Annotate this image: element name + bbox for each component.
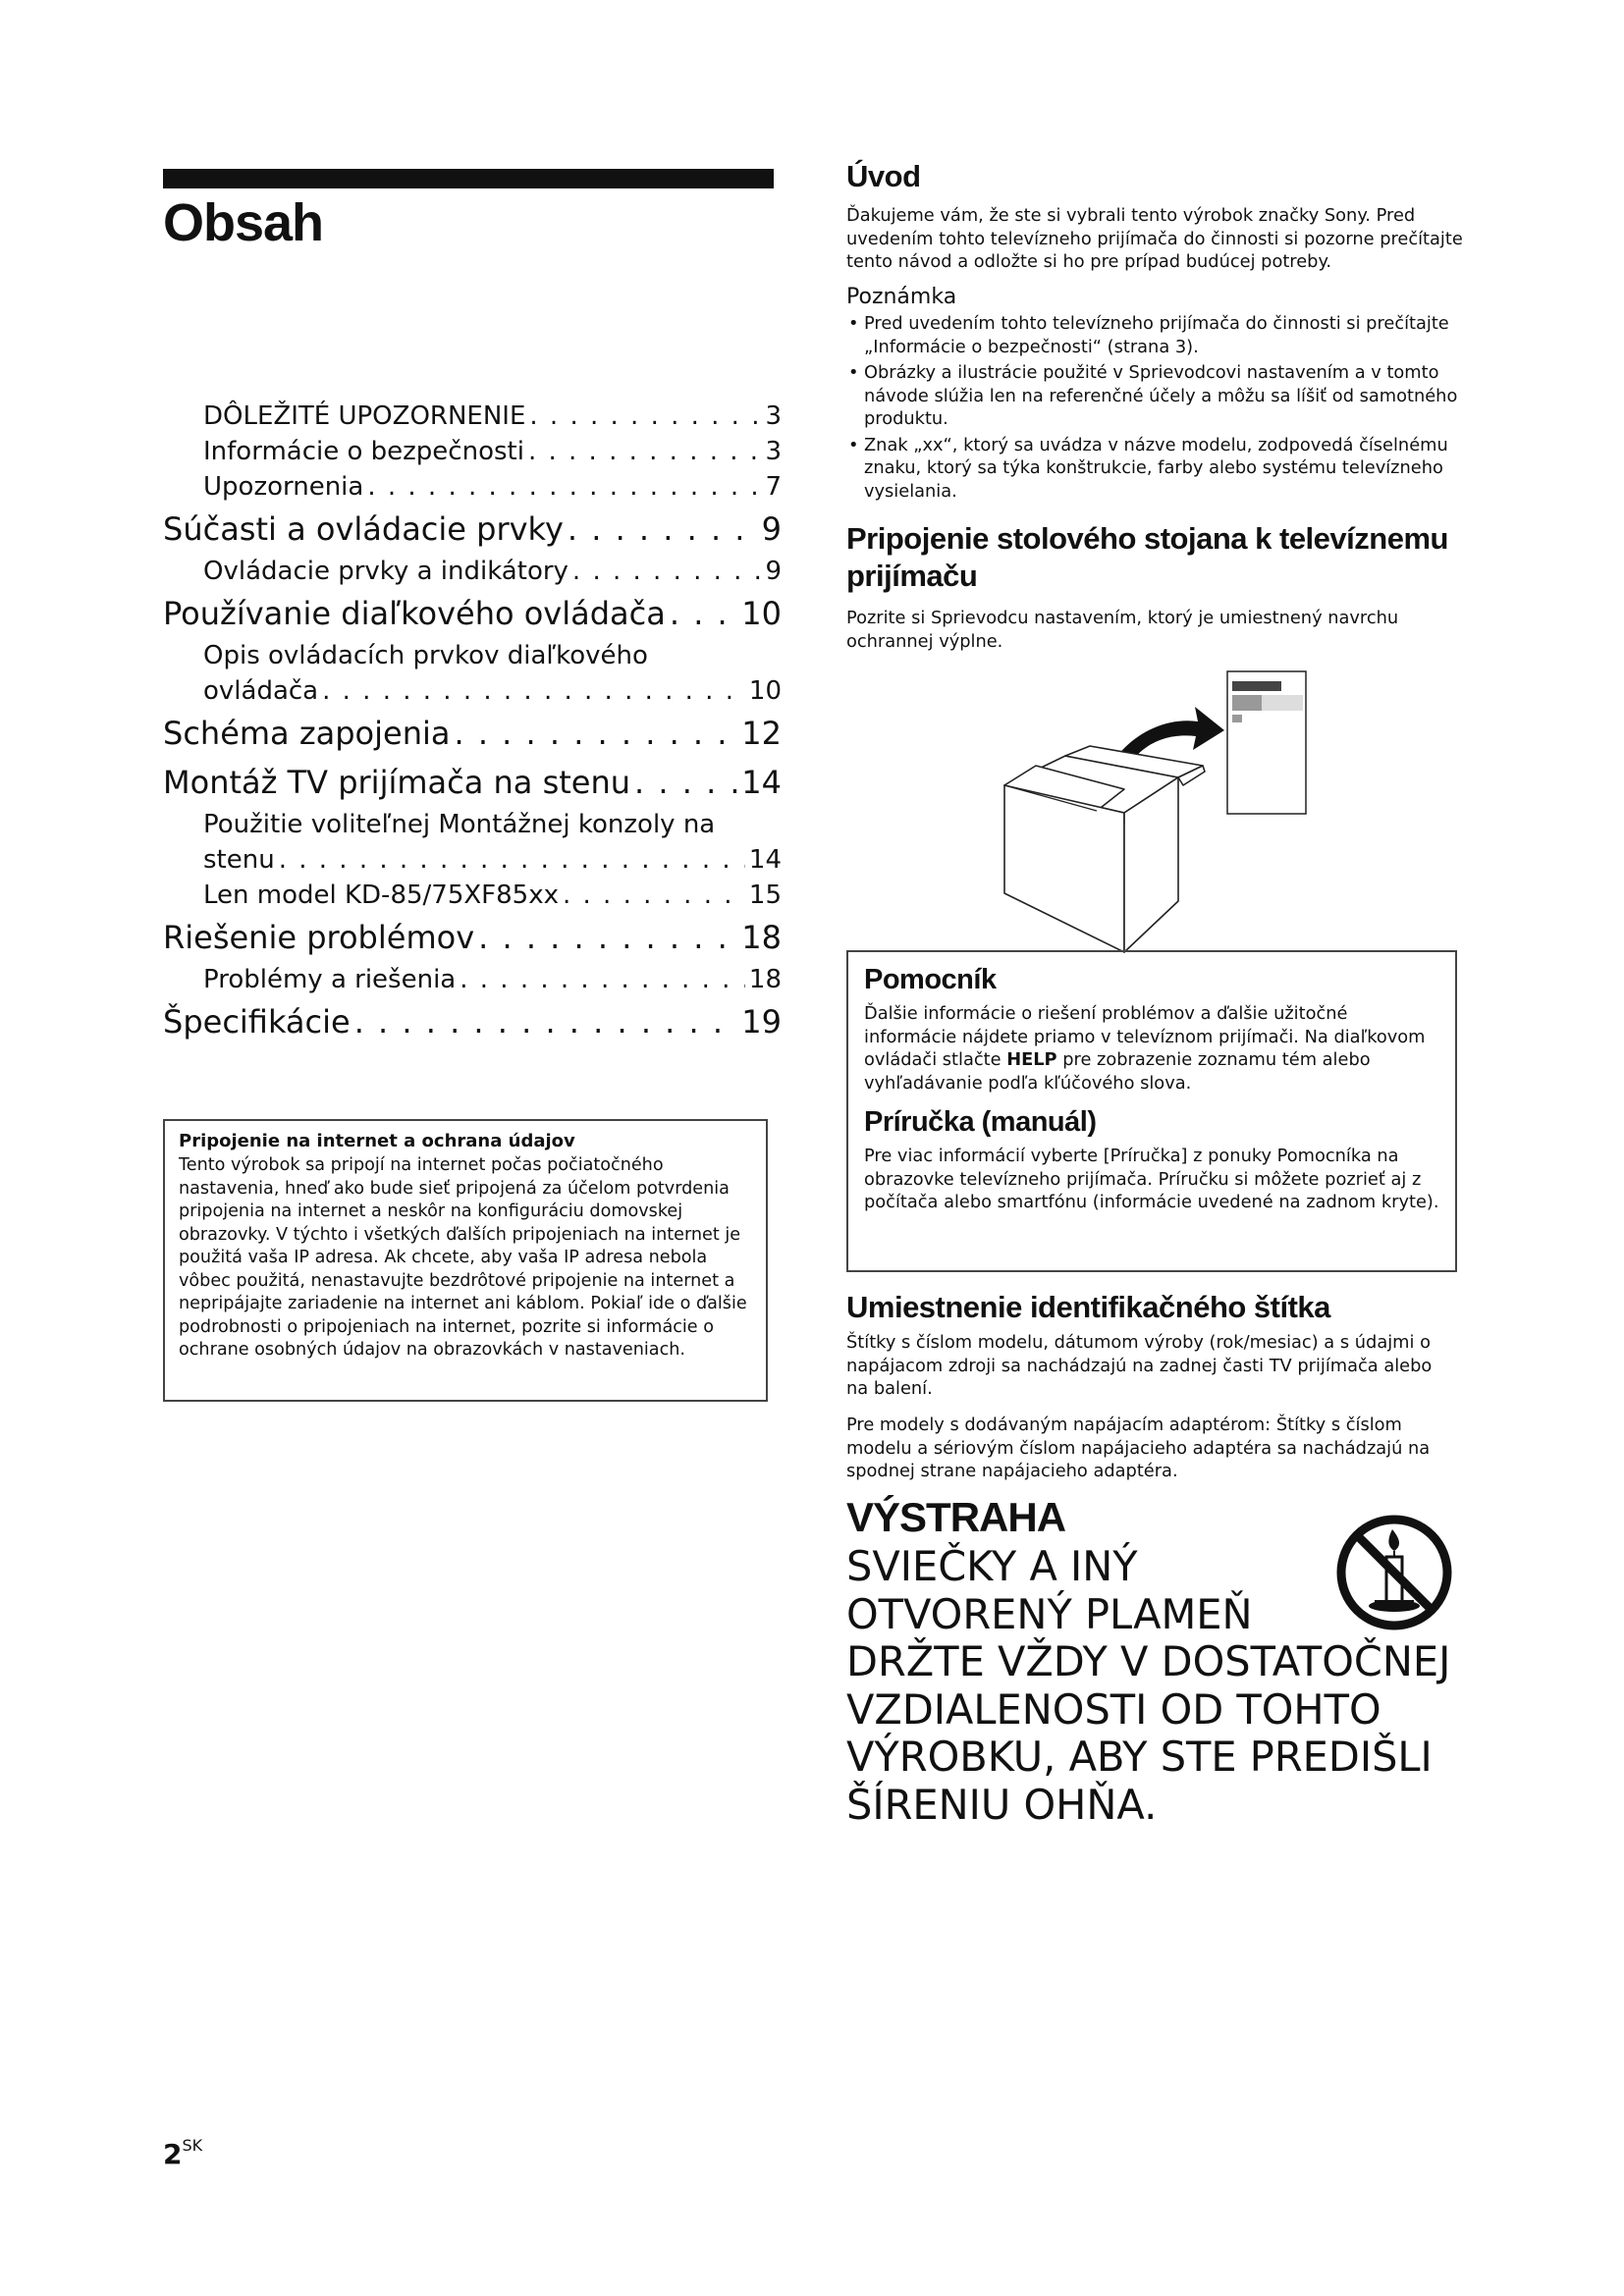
note-item: • Obrázky a ilustrácie použité v Sprievodcovi nastavením a v tomto návode slúžia len na referenčné účely a môžu sa líšiť od samotného produktu. (846, 361, 1475, 431)
warning-heading: VÝSTRAHA (846, 1494, 1066, 1540)
warning-text: SVIEČKY A INÝ OTVORENÝ PLAMEŇ DRŽTE VŽDY V DOSTATOČNEJ VZDIALENOSTI OD TOHTO VÝROBKU, ABY STE PREDIŠLI ŠÍRENIU OHŇA. (846, 1542, 1451, 1829)
toc-entry[interactable]: Používanie diaľkového ovládača . . . 10 (163, 589, 782, 638)
toc-entry[interactable]: Ovládacie prvky a indikátory . . . 9 (163, 554, 782, 589)
privacy-text: Tento výrobok sa pripojí na internet počas počiatočného nastavenia, hneď ako bude sieť pripojená za účelom potvrdenia pripojenia na internet a neskôr na konfiguráciu domovskej obrazovky. V týchto i všetkých ďalších pripojeniach na internet je použitá vaša IP adresa. Ak chcete, aby vaša IP adresa nebola vôbec použitá, nenastavujte bezdrôtové pripojenie na internet a nepripájajte zariadenie na internet ani káblom. Pokiaľ ide o ďalšie podrobnosti o pripojeniach na internet, pozrite si informácie o ochrane osobných údajov na obrazovkách v nastaveniach. (179, 1155, 747, 1360)
toc-entry[interactable]: Len model KD-85/75XF85xx . . . 15 (163, 878, 782, 913)
helper-heading: Pomocník (864, 964, 997, 995)
no-candle-icon (1335, 1512, 1453, 1633)
toc-entry[interactable]: stenu . . . 14 (163, 842, 782, 878)
toc-entry[interactable]: Montáž TV prijímača na stenu . . . 14 (163, 758, 782, 807)
page-number: $2^{SK}$ (163, 2136, 203, 2170)
toc-entry[interactable]: Špecifikácie . . . 19 (163, 997, 782, 1046)
setup-guide-box-illustration (977, 667, 1316, 972)
privacy-title: Pripojenie na internet a ochrana údajov (179, 1131, 575, 1151)
privacy-notice-box (163, 1119, 768, 1402)
table-of-contents (163, 399, 782, 1046)
note-item: • Pred uvedením tohto televízneho prijímača do činnosti si prečítajte „Informácie o bezpečnosti“ (strana 3). (846, 312, 1475, 358)
help-box (846, 950, 1457, 1272)
intro-heading: Úvod (846, 159, 921, 193)
note-heading: Poznámka (846, 285, 957, 309)
stand-heading: Pripojenie stolového stojana k televíznemu prijímaču (846, 521, 1448, 593)
note-item: • Znak „xx“, ktorý sa uvádza v názve modelu, zodpovedá číselnému znaku, ktorý sa týka konštrukcie, farby alebo systému televízneho vysielania. (846, 434, 1475, 504)
title-bar (163, 169, 774, 188)
toc-entry[interactable]: Informácie o bezpečnosti . . . 3 (163, 434, 782, 469)
label-location-heading: Umiestnenie identifikačného štítka (846, 1290, 1330, 1324)
toc-title: Obsah (163, 193, 324, 252)
toc-entry[interactable]: Súčasti a ovládacie prvky . . . 9 (163, 505, 782, 554)
label-location-text: Štítky s číslom modelu, dátumom výroby (rok/mesiac) a s údajmi o napájacom zdroji sa nachádzajú na zadnej časti TV prijímača alebo na balení. (846, 1332, 1433, 1399)
manual-heading: Príručka (manuál) (864, 1106, 1097, 1138)
stand-text: Pozrite si Sprievodcu nastavením, ktorý je umiestnený navrchu ochrannej výplne. (846, 608, 1399, 652)
toc-entry[interactable]: Problémy a riešenia . . . 18 (163, 962, 782, 997)
manual-text: Pre viac informácií vyberte [Príručka] z ponuky Pomocníka na obrazovke televízneho prijímača. Príručku si môžete pozrieť aj z počítača alebo smartfónu (informácie uvedené na zadnom kryte). (864, 1146, 1439, 1212)
toc-entry-line[interactable]: Opis ovládacích prvkov diaľkového (203, 641, 648, 670)
helper-text: Ďalšie informácie o riešení problémov a ďalšie užitočné informácie nájdete priamo v televíznom prijímači. Na diaľkovom ovládači stlačte HELP pre zobrazenie zoznamu tém alebo vyhľadávanie podľa kľúčového slova. (864, 1003, 1426, 1094)
toc-entry[interactable]: Riešenie problémov . . . 18 (163, 913, 782, 962)
toc-entry-line[interactable]: Použitie voliteľnej Montážnej konzoly na (203, 810, 716, 839)
adapter-label-text: Pre modely s dodávaným napájacím adaptérom: Štítky s číslom modelu a sériovým číslom napájacieho adaptéra sa nachádzajú na spodnej strane napájacieho adaptéra. (846, 1415, 1431, 1481)
toc-entry[interactable]: Schéma zapojenia . . . 12 (163, 709, 782, 758)
toc-entry[interactable]: ovládača . . . 10 (163, 673, 782, 709)
intro-text: Ďakujeme vám, že ste si vybrali tento výrobok značky Sony. Pred uvedením tohto televízneho prijímača do činnosti si pozorne prečítajte tento návod a odložte si ho pre prípad budúcej potreby. (846, 205, 1463, 272)
toc-entry[interactable]: Upozornenia . . . 7 (163, 469, 782, 505)
toc-entry[interactable]: DÔLEŽITÉ UPOZORNENIE . . . 3 (163, 399, 782, 434)
note-list (846, 312, 1475, 506)
